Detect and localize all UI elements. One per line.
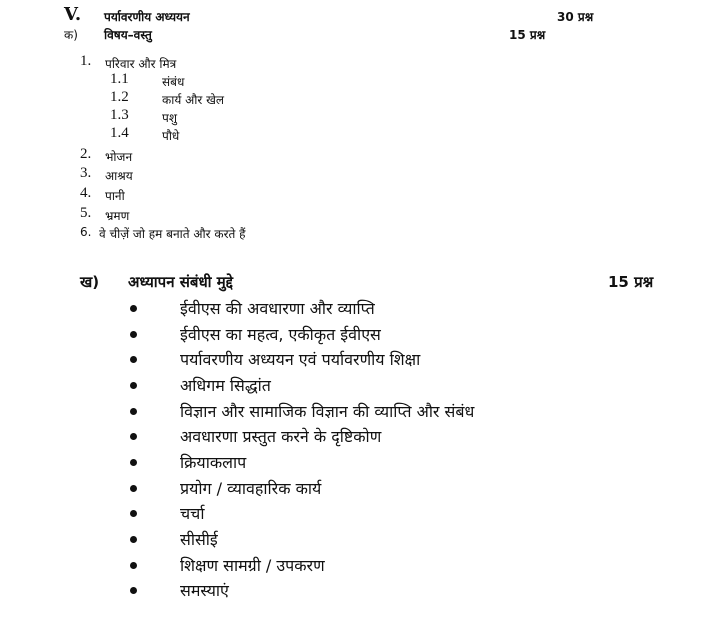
sub-item: पौधे — [162, 129, 180, 143]
sub-item-number: 1.2 — [110, 89, 129, 105]
sub-item: पशु — [162, 111, 177, 125]
list-item-number: 2. — [80, 146, 92, 162]
list-item: वे चीज़ें जो हम बनाते और करते हैं — [99, 227, 246, 241]
bullet-text: अधिगम सिद्धांत — [180, 376, 271, 395]
bullet-icon — [130, 587, 137, 594]
bullet-icon — [130, 408, 137, 415]
bullet-icon — [130, 510, 137, 517]
part-a-count: 15 प्रश्न — [509, 28, 546, 42]
section-title: पर्यावरणीय अध्ययन — [104, 10, 190, 24]
part-b-title: अध्यापन संबंधी मुद्दे — [128, 273, 234, 291]
bullet-text: प्रयोग / व्यावहारिक कार्य — [180, 479, 322, 498]
list-item-number: 1. — [80, 53, 92, 69]
list-item-number: 3. — [80, 165, 92, 181]
sub-item-number: 1.3 — [110, 107, 129, 123]
list-item: परिवार और मित्र — [105, 57, 177, 71]
section-numeral: V. — [64, 4, 82, 25]
part-a-title: विषय–वस्तु — [104, 28, 152, 42]
bullet-text: ईवीएस का महत्व, एकीकृत ईवीएस — [180, 325, 381, 344]
bullet-icon — [130, 382, 137, 389]
list-item: पानी — [105, 189, 125, 203]
bullet-text: ईवीएस की अवधारणा और व्याप्ति — [180, 299, 375, 318]
list-item-number: 4. — [80, 185, 92, 201]
part-a-label: क) — [64, 28, 78, 42]
bullet-icon — [130, 433, 137, 440]
bullet-text: अवधारणा प्रस्तुत करने के दृष्टिकोण — [180, 427, 382, 446]
bullet-text: पर्यावरणीय अध्ययन एवं पर्यावरणीय शिक्षा — [180, 350, 421, 369]
list-item-number: 6. — [80, 225, 92, 239]
sub-item: कार्य और खेल — [162, 93, 225, 107]
bullet-text: शिक्षण सामग्री / उपकरण — [180, 556, 325, 575]
bullet-text: समस्याएं — [180, 581, 229, 600]
list-item: भोजन — [105, 150, 133, 164]
list-item-number: 5. — [80, 205, 92, 221]
section-total: 30 प्रश्न — [557, 10, 594, 24]
list-item: आश्रय — [105, 169, 133, 183]
bullet-text: चर्चा — [180, 504, 205, 523]
bullet-icon — [130, 485, 137, 492]
bullet-icon — [130, 331, 137, 338]
part-b-count: 15 प्रश्न — [608, 273, 654, 291]
sub-item: संबंध — [162, 75, 185, 89]
bullet-text: क्रियाकलाप — [180, 453, 247, 472]
sub-item-number: 1.1 — [110, 71, 129, 87]
bullet-icon — [130, 305, 137, 312]
bullet-text: विज्ञान और सामाजिक विज्ञान की व्याप्ति और संबंध — [180, 402, 475, 421]
bullet-icon — [130, 459, 137, 466]
part-b-label: ख) — [80, 273, 100, 291]
bullet-icon — [130, 356, 137, 363]
sub-item-number: 1.4 — [110, 125, 129, 141]
bullet-icon — [130, 562, 137, 569]
bullet-text: सीसीई — [180, 530, 218, 549]
list-item: भ्रमण — [105, 209, 130, 223]
bullet-icon — [130, 536, 137, 543]
